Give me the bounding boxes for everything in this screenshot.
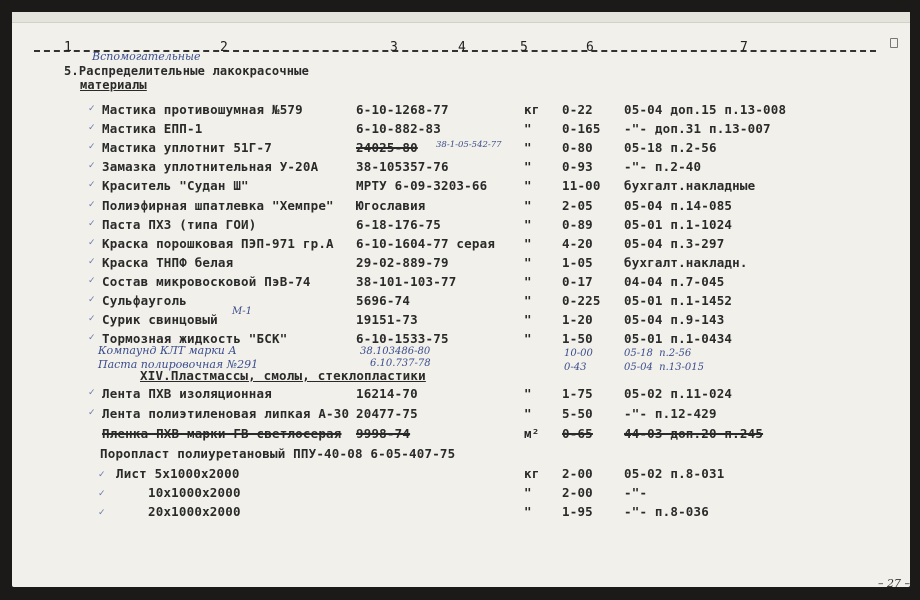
row-standard: 29-02-889-79 (356, 254, 449, 270)
row-unit: м² (524, 426, 540, 441)
row-reference: бухгалт.накладные (624, 178, 756, 194)
row-unit: " (524, 331, 532, 347)
row-standard: 38-105357-76 (356, 159, 449, 175)
row-price: 1-20 (562, 312, 593, 328)
row-check-mark: ✓ (88, 123, 96, 134)
row-material-name: Сульфауголь (102, 293, 187, 308)
row-unit: " (524, 386, 532, 401)
row-unit: " (524, 197, 532, 213)
row-unit: " (524, 293, 532, 308)
column-number-2: 2 (220, 40, 228, 55)
row-reference: 05-01 п.1-0434 (624, 331, 733, 347)
row-reference: 05-02 п.11-024 (624, 386, 733, 401)
row-unit: " (524, 235, 532, 251)
row-unit: " (524, 216, 532, 232)
row-material-name: Мастика противошумная №579 (102, 102, 303, 117)
row-standard: 6-10-1533-75 (356, 331, 449, 347)
page-number: – 27 – (878, 577, 910, 590)
row-price: 1-75 (562, 386, 593, 401)
row-unit: " (524, 159, 532, 175)
row-standard: 5696-74 (356, 293, 411, 308)
row-reference: 05-02 п.8-031 (624, 466, 725, 481)
row-material-name: Пленка ПХВ марки ГВ светлосерая (102, 426, 342, 441)
row-reference: 05-04 п.3-297 (624, 235, 725, 251)
row-check-mark: ✓ (88, 388, 96, 398)
handwritten-minium-grade: М-1 (232, 306, 252, 317)
row-check-mark: ✓ (88, 104, 96, 114)
row-check-mark: ✓ (88, 237, 96, 248)
row-price: 0-225 (562, 293, 601, 308)
row-standard: 6-10-882-83 (356, 121, 441, 137)
row-unit: кг (524, 466, 540, 481)
row-check-mark: ✓ (88, 256, 96, 267)
handwritten-paste-name: Паста полировочная №291 (98, 358, 259, 371)
row-material-name: Полиэфирная шпатлевка "Хемпре" (102, 197, 334, 213)
row-price: 0-65 (562, 426, 593, 441)
row-unit: " (524, 273, 532, 289)
row-reference: 05-04 доп.15 п.13-008 (624, 102, 787, 117)
row-reference: 05-04 п.9-143 (624, 312, 725, 328)
row-unit: " (524, 178, 532, 194)
row-price: 0-22 (562, 102, 593, 117)
row-standard: Югославия (356, 197, 426, 213)
row-check-mark: ✓ (88, 314, 96, 325)
row-check-mark: ✓ (98, 470, 106, 480)
page-top-strip (12, 12, 910, 23)
row-check-mark: ✓ (88, 295, 96, 305)
row-reference: -"- п.8-036 (624, 504, 709, 519)
row-material-name: 10х1000х2000 (148, 485, 241, 500)
row-price: 1-95 (562, 504, 593, 519)
row-material-name: Краситель "Судан Ш" (102, 178, 249, 194)
row-price: 4-20 (562, 235, 593, 251)
row-check-mark: ✓ (88, 408, 96, 418)
row-unit: " (524, 121, 532, 137)
row-unit: " (524, 312, 532, 328)
row-unit: " (524, 504, 532, 519)
row-reference: -"- п.12-429 (624, 406, 717, 421)
row-reference: 05-01 п.1-1452 (624, 293, 733, 308)
handwritten-doc-correction: 38-1-05-542-77 (436, 140, 502, 150)
section-5-title: 5.Распределительные лакокрасочные (64, 64, 310, 78)
row-material-name: Лист 5х1000х2000 (116, 466, 240, 481)
column-number-3: 3 (390, 40, 398, 55)
handwritten-paste-price: 0-43 (564, 362, 587, 373)
row-material-name: Краска порошковая ПЭП-971 гр.А (102, 235, 334, 251)
section-14-title: XIV.Пластмассы, смолы, стеклопластики (140, 368, 426, 383)
row-reference: 44-03 доп.20 п.245 (624, 426, 764, 441)
row-material-name: Лента полиэтиленовая липкая А-30 (102, 406, 350, 421)
row-unit: кг (524, 102, 540, 117)
row-standard: 16214-70 (356, 386, 418, 401)
column-number-4: 4 (458, 40, 466, 55)
row-check-mark: ✓ (88, 333, 96, 344)
row-price: 0-93 (562, 159, 593, 175)
row-unit: " (524, 485, 532, 500)
row-reference: 04-04 п.7-045 (624, 273, 725, 289)
row-check-mark: ✓ (88, 218, 96, 229)
foam-title: Поропласт полиуретановый ППУ-40-08 6-05-407-75 (100, 446, 456, 461)
row-standard: 38-101-103-77 (356, 273, 457, 289)
row-price: 0-80 (562, 140, 593, 156)
handwritten-compound-ref: 05-18 п.2-56 (624, 348, 692, 359)
row-price: 0-165 (562, 121, 601, 137)
row-price: 2-05 (562, 197, 593, 213)
row-price: 0-17 (562, 273, 593, 289)
row-material-name: Замазка уплотнительная У-20А (102, 159, 319, 175)
row-check-mark: ✓ (98, 508, 106, 518)
row-material-name: Мастика ЕПП-1 (102, 121, 203, 137)
row-standard: 6-10-1268-77 (356, 102, 449, 117)
row-check-mark: ✓ (88, 275, 96, 286)
row-reference: 05-18 п.2-56 (624, 140, 717, 156)
handwritten-compound-doc: 38.103486-80 (360, 346, 431, 357)
row-price: 2-00 (562, 485, 593, 500)
binder-hole (890, 38, 898, 48)
row-price: 1-05 (562, 254, 593, 270)
row-price: 0-89 (562, 216, 593, 232)
document-page (12, 12, 910, 590)
row-price: 5-50 (562, 406, 593, 421)
row-standard: 6-10-1604-77 серая (356, 235, 496, 251)
row-reference: -"- п.2-40 (624, 159, 702, 175)
row-material-name: Паста ПХЗ (типа ГОИ) (102, 216, 257, 232)
row-check-mark: ✓ (98, 489, 106, 499)
row-reference: 05-01 п.1-1024 (624, 216, 733, 232)
handwritten-compound-price: 10-00 (564, 348, 593, 359)
row-unit: " (524, 254, 532, 270)
row-material-name: Состав микровосковой ПэВ-74 (102, 273, 311, 289)
section-5-title-cont: материалы (80, 78, 147, 92)
row-unit: " (524, 406, 532, 421)
row-standard: МРТУ 6-09-3203-66 (356, 178, 488, 194)
row-material-name: Мастика уплотнит 51Г-7 (102, 140, 272, 156)
row-price: 1-50 (562, 331, 593, 347)
row-material-name: Лента ПХВ изоляционная (102, 386, 272, 401)
row-check-mark: ✓ (88, 180, 96, 191)
row-reference: 05-04 п.14-085 (624, 197, 733, 213)
row-material-name: 20х1000х2000 (148, 504, 241, 519)
row-check-mark: ✓ (88, 199, 96, 210)
row-standard: 9998-74 (356, 426, 411, 441)
row-check-mark: ✓ (88, 142, 96, 153)
row-price: 2-00 (562, 466, 593, 481)
row-material-name: Краска ТНПФ белая (102, 254, 234, 270)
row-reference: -"- доп.31 п.13-007 (624, 121, 771, 137)
column-number-5: 5 (520, 40, 528, 55)
row-standard: 19151-73 (356, 312, 418, 328)
row-reference: бухгалт.накладн. (624, 254, 748, 270)
handwritten-heading-note: Вспомогательные (92, 50, 201, 63)
column-number-1: 1 (64, 40, 72, 55)
row-unit: " (524, 140, 532, 156)
row-price: 11-00 (562, 178, 601, 194)
row-standard: 6-18-176-75 (356, 216, 441, 232)
row-check-mark: ✓ (88, 161, 96, 172)
handwritten-compound-name: Компаунд КЛТ марки А (98, 344, 237, 357)
row-material-name: Тормозная жидкость "БСК" (102, 331, 288, 347)
row-material-name: Сурик свинцовый (102, 312, 218, 328)
column-number-7: 7 (740, 40, 748, 55)
row-reference: -"- (624, 485, 648, 500)
handwritten-paste-doc: 6.10.737-78 (370, 358, 431, 369)
column-number-6: 6 (586, 40, 594, 55)
row-standard: 20477-75 (356, 406, 418, 421)
handwritten-paste-ref: 05-04 п.13-015 (624, 362, 704, 373)
row-standard: 24025-80 (356, 140, 418, 156)
